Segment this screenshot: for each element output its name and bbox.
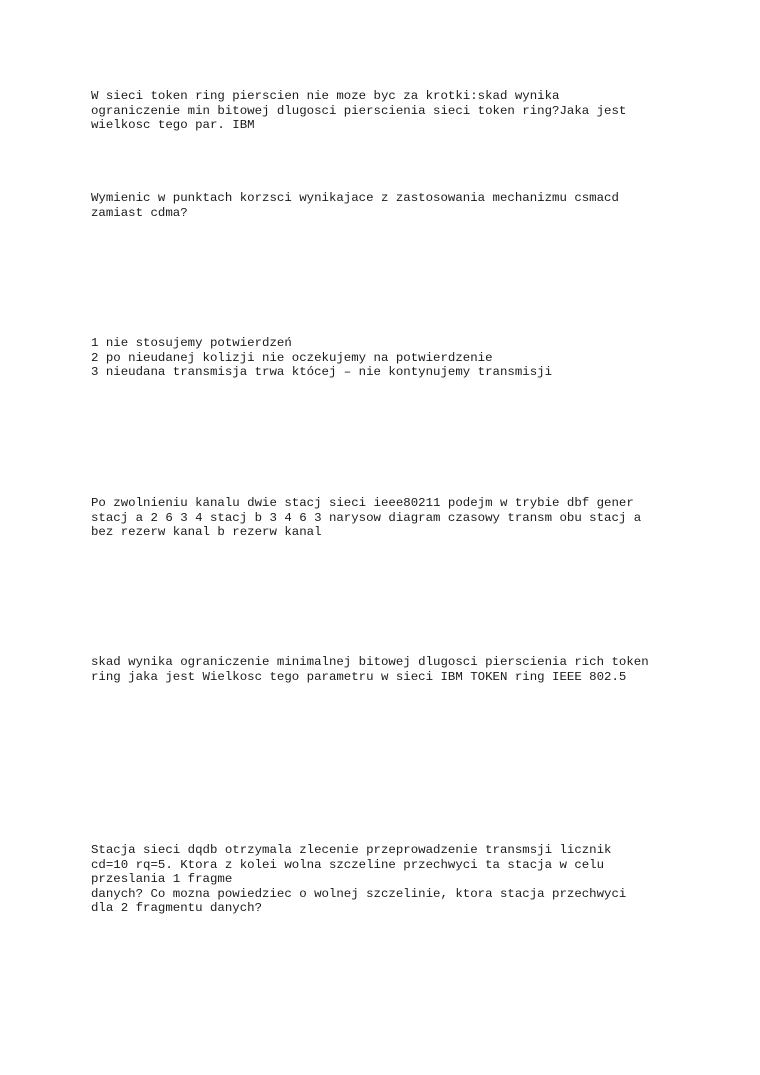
list-item: 2 po nieudanej kolizji nie oczekujemy na potwierdzenie [91, 350, 493, 365]
text-line: W sieci token ring pierscien nie moze byc za krotki:skad wynika [91, 89, 560, 103]
text-line: danych? Co mozna powiedziec o wolnej szczelinie, ktora stacja przechwyci [91, 886, 627, 901]
list-item: 3 nieudana transmisja trwa któcej – nie kontynujemy transmisji [91, 365, 553, 379]
answer-list [91, 336, 731, 380]
text-line: stacj a 2 6 3 4 stacj b 3 4 6 3 narysow diagram czasowy transm obu stacj a [91, 510, 642, 525]
list-item: 1 nie stosujemy potwierdzeń [91, 336, 292, 350]
text-line: bez rezerw kanal b rezerw kanal [91, 525, 322, 539]
question-ieee80211-timing [91, 496, 731, 540]
text-line: cd=10 rq=5. Ktora z kolei wolna szczeline przechwyci ta stacja w celu [91, 857, 605, 872]
question-dqdb-slot [91, 843, 731, 916]
text-line: skad wynika ograniczenie minimalnej bitowej dlugosci pierscienia rich token [91, 655, 649, 669]
text-line: dla 2 fragmentu danych? [91, 901, 263, 915]
text-line: wielkosc tego par. IBM [91, 118, 255, 132]
text-line: przeslania 1 fragme [91, 872, 233, 886]
question-token-ring-min-length [91, 89, 731, 133]
text-line: Wymienic w punktach korzsci wynikajace z zastosowania mechanizmu csmacd [91, 191, 619, 205]
text-line: zamiast cdma? [91, 205, 188, 220]
text-line: Po zwolnieniu kanalu dwie stacj sieci ieee80211 podejm w trybie dbf gener [91, 496, 634, 510]
text-line: Stacja sieci dqdb otrzymala zlecenie przeprowadzenie transmsji licznik [91, 843, 612, 857]
text-line: ograniczenie min bitowej dlugosci pierscienia sieci token ring?Jaka jest [91, 103, 627, 118]
text-line: ring jaka jest Wielkosc tego parametru w sieci IBM TOKEN ring IEEE 802.5 [91, 669, 627, 684]
question-token-ring-ieee8025 [91, 655, 731, 684]
question-csmacd-benefits [91, 191, 731, 220]
